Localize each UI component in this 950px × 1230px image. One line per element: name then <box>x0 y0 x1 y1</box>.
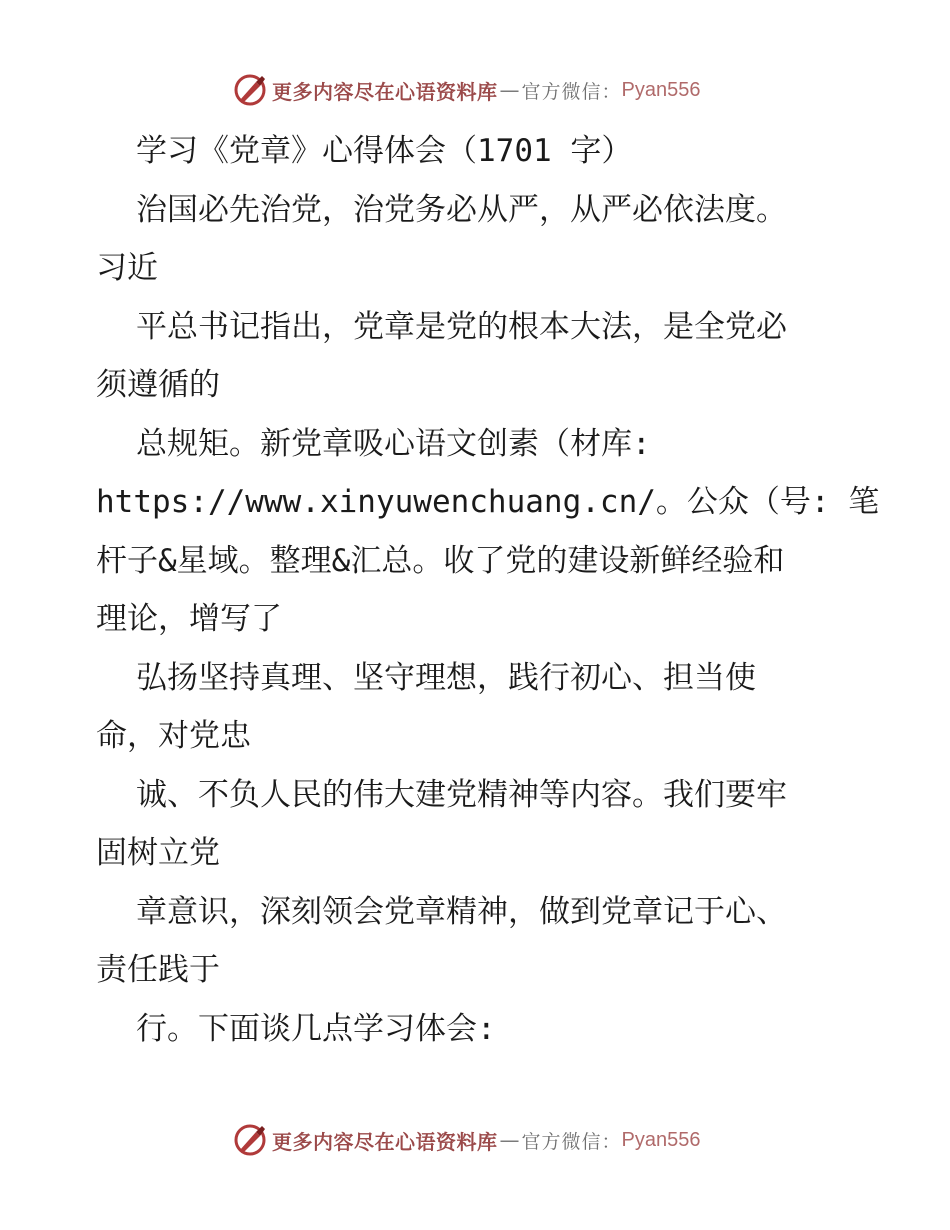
footer-title: 更多内容尽在心语资料库 <box>272 1129 498 1154</box>
text-line: 总规矩。新党章吸心语文创素（材库: <box>136 425 651 462</box>
header-dash: — <box>499 78 520 102</box>
text-line: 弘扬坚持真理、坚守理想，践行初心、担当使 <box>136 659 756 696</box>
text-line: 固树立党 <box>96 835 220 871</box>
header-wechat-id: Pyan556 <box>621 78 701 101</box>
text-line: 章意识，深刻领会党章精神，做到党章记于心、 <box>136 893 787 930</box>
header-banner <box>232 70 700 110</box>
text-line: 行。下面谈几点学习体会: <box>136 1010 496 1047</box>
text-line: https://www.xinyuwenchuang.cn/。公众（号: 笔 <box>96 484 880 520</box>
text-line: 杆子&星域。整理&汇总。收了党的建设新鲜经验和 <box>96 542 785 579</box>
text-line: 命，对党忠 <box>96 718 251 754</box>
footer-dash: — <box>499 1128 520 1152</box>
text-line: 习近 <box>96 250 158 286</box>
document-body <box>96 122 880 1058</box>
footer-banner <box>232 1120 700 1160</box>
pen-seal-icon <box>232 1122 268 1158</box>
footer-wechat-id: Pyan556 <box>621 1128 701 1151</box>
document-title: 学习《党章》心得体会（1701 字） <box>136 133 633 169</box>
header-label: 官方微信： <box>521 80 622 103</box>
pen-seal-icon <box>232 72 268 108</box>
text-line: 治国必先治党，治党务必从严，从严必依法度。 <box>136 191 787 228</box>
footer-label: 官方微信： <box>521 1130 622 1153</box>
text-line: 平总书记指出，党章是党的根本大法，是全党必 <box>136 308 787 345</box>
text-line: 责任践于 <box>96 952 220 988</box>
text-line: 诚、不负人民的伟大建党精神等内容。我们要牢 <box>136 776 787 813</box>
header-title: 更多内容尽在心语资料库 <box>272 79 498 104</box>
text-line: 理论，增写了 <box>96 601 282 637</box>
text-line: 须遵循的 <box>96 367 220 403</box>
